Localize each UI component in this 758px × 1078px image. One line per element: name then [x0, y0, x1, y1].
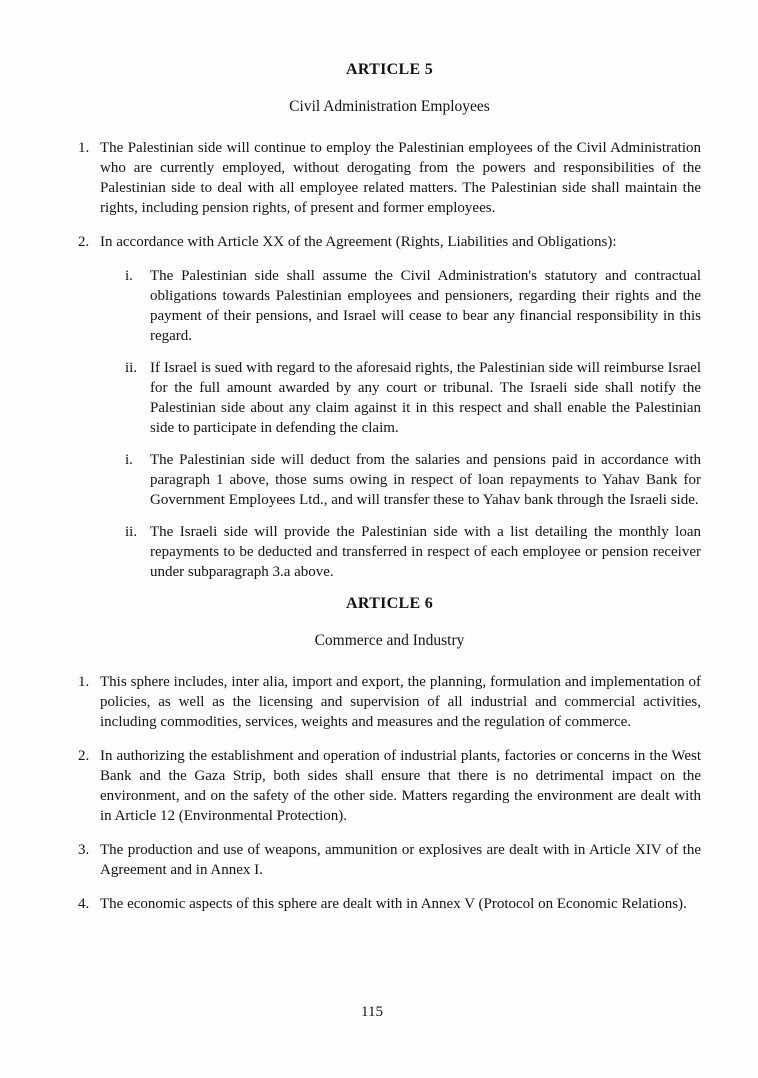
- item-text: This sphere includes, inter alia, import and export, the planning, formulation and implementation of policies, as well as the licensing and supervision of all industrial and commercial activities, including commodities, services, weights and measures and the regulation of commerce.: [100, 674, 701, 730]
- subitem-text: If Israel is sued with regard to the aforesaid rights, the Palestinian side will reimburse Israel for the full amount awarded by any court or tribunal. The Israeli side shall notify the Palestinian side about any claim against it in this respect and shall enable the Palestinian side to participate in defending the claim.: [150, 360, 701, 436]
- item-number: 1.: [78, 674, 90, 690]
- subitem-number: i.: [125, 268, 133, 284]
- article-6-item-2: [78, 746, 701, 826]
- article-6-item-3: [78, 840, 701, 880]
- subitem-number: ii.: [125, 524, 138, 540]
- item-text: The Palestinian side will continue to employ the Palestinian employees of the Civil Administration who are currently employed, without derogating from the powers and responsibilities of the Palestinian side to deal with all employee related matters. The Palestinian side shall maintain the rights, including pension rights, of present and former employees.: [100, 140, 701, 216]
- article-6-heading: ARTICLE 6: [345, 595, 434, 612]
- article-6-subheading: Commerce and Industry: [314, 632, 465, 649]
- subitem-text: The Palestinian side shall assume the Civil Administration's statutory and contractual obligations towards Palestinian employees and pensioners, regarding their rights and the payment of their pensions, and Israel will cease to bear any financial responsibility in this regard.: [150, 268, 701, 344]
- item-number: 3.: [78, 842, 90, 858]
- article-5-item-2-sub-ii: [125, 358, 701, 438]
- item-text: In accordance with Article XX of the Agreement (Rights, Liabilities and Obligations):: [100, 234, 617, 250]
- article-5-item-2-sub-i-second: [125, 450, 701, 510]
- page-number: 115: [361, 1004, 383, 1020]
- article-5-item-2-sub-i: [125, 266, 701, 346]
- article-6-item-4: [78, 894, 701, 914]
- subitem-text: The Palestinian side will deduct from the salaries and pensions paid in accordance with paragraph 1 above, those sums owing in respect of loan repayments to Yahav Bank for Government Employees Ltd., and will transfer these to Yahav bank through the Israeli side.: [150, 452, 701, 508]
- item-text: The production and use of weapons, ammunition or explosives are dealt with in Article XIV of the Agreement and in Annex I.: [100, 842, 701, 878]
- page-content: [78, 60, 701, 928]
- item-number: 2.: [78, 748, 90, 764]
- article-5-item-2-sub-ii-second: [125, 522, 701, 582]
- article-5-subheading: Civil Administration Employees: [289, 98, 490, 115]
- article-5-heading: ARTICLE 5: [345, 61, 434, 78]
- item-text: In authorizing the establishment and operation of industrial plants, factories or concerns in the West Bank and the Gaza Strip, both sides shall ensure that there is no detrimental impact on the environment, and on the safety of the other side. Matters regarding the environment are dealt with in Article 12 (Environmental Protection).: [100, 748, 701, 824]
- subitem-number: ii.: [125, 360, 138, 376]
- item-text: The economic aspects of this sphere are dealt with in Annex V (Protocol on Economic Relations).: [100, 896, 687, 912]
- subitem-number: i.: [125, 452, 133, 468]
- item-number: 1.: [78, 140, 90, 156]
- subitem-text: The Israeli side will provide the Palestinian side with a list detailing the monthly loan repayments to be deducted and transferred in respect of each employee or pension receiver under subparagraph 3.a above.: [150, 524, 701, 580]
- article-6-item-1: [78, 672, 701, 732]
- article-5-item-2: [78, 232, 701, 252]
- article-5-item-1: [78, 138, 701, 218]
- item-number: 4.: [78, 896, 90, 912]
- item-number: 2.: [78, 234, 90, 250]
